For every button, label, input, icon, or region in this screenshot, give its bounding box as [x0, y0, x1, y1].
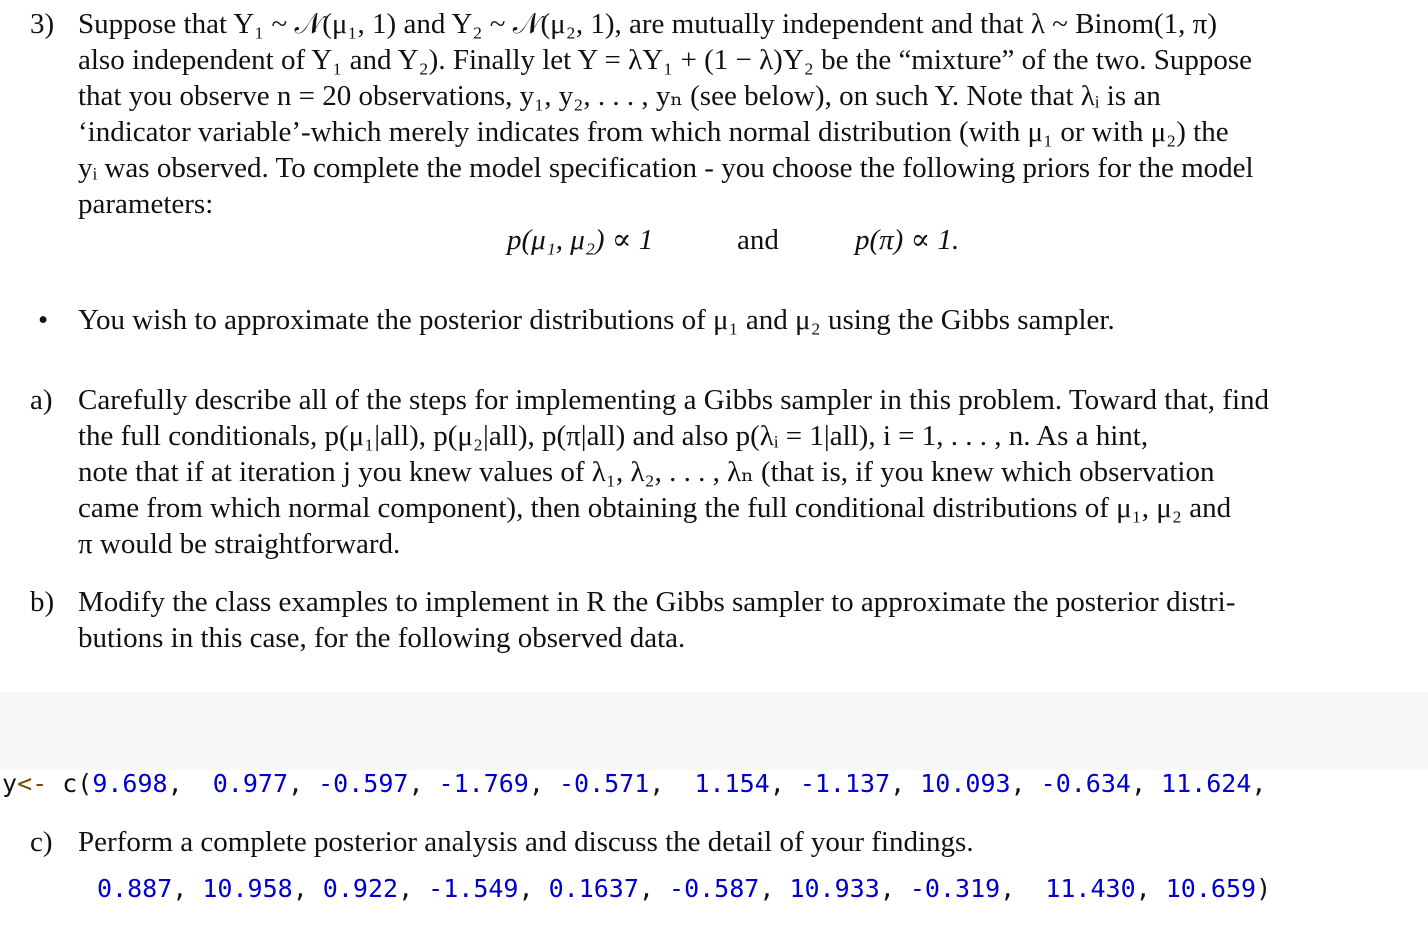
code-number: 0.977	[212, 769, 289, 798]
code-separator: ,	[528, 769, 559, 798]
code-number: -0.597	[318, 769, 409, 798]
code-var: y	[2, 769, 18, 798]
part-a-line-2: the full conditionals, p(μ₁|all), p(μ₂|all), p(π|all) and also p(λᵢ = 1|all), i = 1, . . . , n. As a hint,	[78, 420, 1149, 452]
problem-line-5: yᵢ was observed. To complete the model specification - you choose the following priors for the model	[78, 152, 1254, 184]
code-separator: ,	[769, 769, 800, 798]
part-a-line-1: Carefully describe all of the steps for implementing a Gibbs sampler in this problem. Toward that, find	[78, 384, 1269, 416]
problem-number: 3)	[30, 8, 55, 40]
prior-mu: p(μ₁, μ₂) ∝ 1	[507, 224, 654, 256]
code-separator: ,	[638, 874, 670, 903]
problem-line-2: also independent of Y₁ and Y₂). Finally let Y = λY₁ + (1 − λ)Y₂ be the “mixture” of the two. Suppose	[78, 44, 1253, 76]
code-separator: ,	[518, 874, 549, 903]
code-func: c(	[47, 769, 93, 798]
code-number: -1.769	[438, 769, 529, 798]
code-values-line-2	[97, 874, 1256, 903]
code-number: -0.587	[669, 874, 760, 903]
problem-statement	[30, 6, 1408, 222]
code-separator: ,	[890, 769, 921, 798]
code-number: 1.154	[694, 769, 770, 798]
code-separator: ,	[1130, 769, 1162, 798]
problem-line-4: ‘indicator variable’-which merely indicates from which normal distribution (with μ₁ or with μ₂) the	[78, 116, 1229, 148]
code-line-2	[2, 871, 1428, 906]
code-separator: ,	[1010, 769, 1041, 798]
bullet-text: You wish to approximate the posterior distributions of μ₁ and μ₂ using the Gibbs sampler.	[78, 304, 1115, 336]
code-number: 0.887	[97, 874, 173, 903]
priors-equation	[0, 222, 1428, 262]
part-a-label: a)	[30, 384, 53, 416]
bullet-marker: •	[38, 304, 49, 336]
code-number: -1.549	[428, 874, 519, 903]
code-separator: ,	[172, 874, 203, 903]
code-number: 0.1637	[548, 874, 639, 903]
code-number: -0.319	[909, 874, 1001, 903]
code-number: -0.571	[558, 769, 650, 798]
part-b-line-1: Modify the class examples to implement in R the Gibbs sampler to approximate the posterior distri-	[78, 586, 1236, 618]
code-number: 11.624	[1161, 769, 1252, 798]
code-assign: <-	[17, 769, 48, 798]
part-a-line-4: came from which normal component), then obtaining the full conditional distributions of μ₁, μ₂ and	[78, 492, 1232, 524]
problem-line-3: that you observe n = 20 observations, y₁, y₂, . . . , yₙ (see below), on such Y. Note that λᵢ is an	[78, 80, 1161, 112]
prior-and: and	[737, 224, 779, 256]
code-number: 10.659	[1165, 874, 1257, 903]
code-number: 10.958	[202, 874, 293, 903]
code-number: -1.137	[799, 769, 891, 798]
code-separator: ,	[1135, 874, 1166, 903]
code-separator: ,	[759, 874, 790, 903]
code-separator: ,	[649, 769, 695, 798]
code-number: -0.634	[1040, 769, 1131, 798]
problem-line-1: Suppose that Y₁ ~ 𝒩(μ₁, 1) and Y₂ ~ 𝒩(μ₂, 1), are mutually independent and that λ ~ Binom(1, π)	[78, 8, 1217, 40]
part-c-text: Perform a complete posterior analysis and discuss the detail of your findings.	[78, 826, 974, 858]
code-number: 10.093	[920, 769, 1011, 798]
part-b	[30, 584, 1408, 656]
part-a-line-5: π would be straightforward.	[78, 528, 401, 560]
part-c	[30, 824, 1408, 860]
code-line-1	[2, 766, 1428, 801]
code-separator: ,	[288, 769, 319, 798]
code-number: 0.922	[322, 874, 399, 903]
problem-line-6: parameters:	[78, 188, 214, 220]
code-values-line-1	[92, 769, 1266, 798]
part-a-line-3: note that if at iteration j you knew values of λ₁, λ₂, . . . , λₙ (that is, if you knew which observation	[78, 456, 1215, 488]
code-separator: ,	[1000, 874, 1046, 903]
code-separator: ,	[879, 874, 910, 903]
part-c-label: c)	[30, 826, 53, 858]
part-b-line-2: butions in this case, for the following observed data.	[78, 622, 686, 654]
code-number: 11.430	[1045, 874, 1136, 903]
code-separator: ,	[408, 769, 439, 798]
code-number: 10.933	[789, 874, 880, 903]
code-separator: ,	[167, 769, 213, 798]
part-b-label: b)	[30, 586, 55, 618]
code-close: )	[1256, 874, 1272, 903]
part-a	[30, 382, 1408, 562]
bullet-item	[30, 302, 1408, 338]
code-number: 9.698	[92, 769, 168, 798]
code-separator: ,	[398, 874, 429, 903]
code-separator: ,	[292, 874, 323, 903]
code-separator: ,	[1251, 769, 1267, 798]
prior-pi: p(π) ∝ 1.	[855, 224, 960, 256]
